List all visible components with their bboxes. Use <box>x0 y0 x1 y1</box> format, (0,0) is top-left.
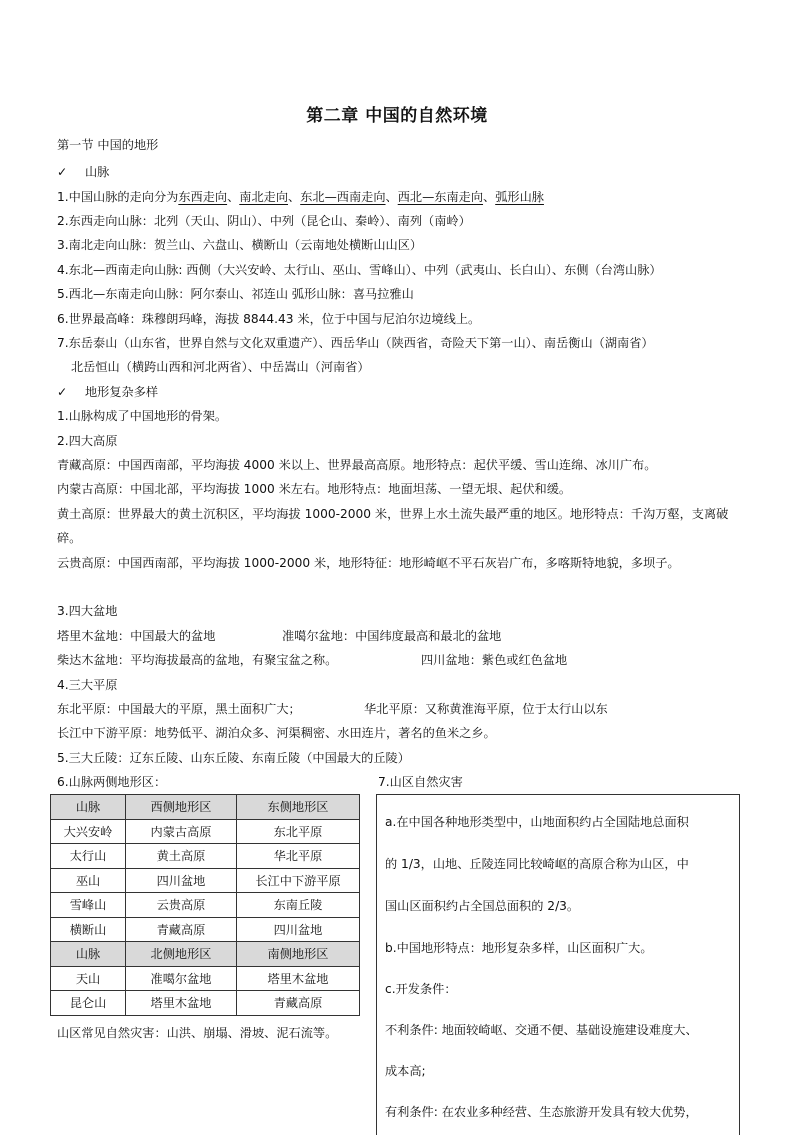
box-line-a2: 的 1/3，山地、丘陵连同比较崎岖的高原合称为山区，中 <box>385 857 689 871</box>
table-header-row: 山脉 西侧地形区 东侧地形区 <box>51 795 360 820</box>
table-row: 巫山 四川盆地 长江中下游平原 <box>51 868 360 893</box>
plateau-yungui: 云贵高原：中国西南部，平均海拔 1000-2000 米，地形特征：地形崎岖不平石灰岩广布，多喀斯特地貌，多坝子。 <box>57 556 680 570</box>
mountain-line-1: 1.中国山脉的走向分为东西走向、南北走向、东北—西南走向、西北—东南走向、弧形山脉 <box>57 190 544 204</box>
subheading-terrain: ✓ 地形复杂多样 <box>57 385 159 399</box>
hills-line: 5.三大丘陵：辽东丘陵、山东丘陵、东南丘陵（中国最大的丘陵） <box>57 751 410 765</box>
basin-zhungeer: 准噶尔盆地：中国纬度最高和最北的盆地 <box>282 629 502 643</box>
terrain-line-1: 1.山脉构成了中国地形的骨架。 <box>57 409 228 423</box>
plain-huabei: 华北平原：又称黄淮海平原，位于太行山以东 <box>364 702 608 716</box>
basins-heading: 3.四大盆地 <box>57 604 118 618</box>
disasters-line: 山区常见自然灾害：山洪、崩塌、滑坡、泥石流等。 <box>57 1026 338 1040</box>
plain-changjiang: 长江中下游平原：地势低平、湖泊众多、河渠稠密、水田连片，著名的鱼米之乡。 <box>57 726 496 740</box>
box-line-b: b.中国地形特点：地形复杂多样，山区面积广大。 <box>385 941 653 955</box>
basin-sichuan: 四川盆地：紫色或红色盆地 <box>421 653 568 667</box>
box-line-a1: a.在中国各种地形类型中，山地面积约占全国陆地总面积 <box>385 815 689 829</box>
plateau-huangtu: 黄土高原：世界最大的黄土沉积区，平均海拔 1000-2000 米，世界上水土流失最严重的地区。地形特点：千沟万壑，支离破碎。 <box>57 507 729 545</box>
plateau-neimenggu: 内蒙古高原：中国北部，平均海拔 1000 米左右。地形特点：地面坦荡、一望无垠、起伏和缓。 <box>57 482 572 496</box>
check-icon: ✓ <box>57 385 68 399</box>
table-row: 横断山 青藏高原 四川盆地 <box>51 917 360 942</box>
box-caption: 7.山区自然灾害 <box>378 775 463 789</box>
plateaus-heading: 2.四大高原 <box>57 434 118 448</box>
table-row: 天山 准噶尔盆地 塔里木盆地 <box>51 966 360 991</box>
table-header-row: 山脉 北侧地形区 南侧地形区 <box>51 942 360 967</box>
box-line-c: c.开发条件： <box>385 982 457 996</box>
regions-table <box>50 794 360 1016</box>
table-row: 大兴安岭 内蒙古高原 东北平原 <box>51 819 360 844</box>
table-row: 太行山 黄土高原 华北平原 <box>51 844 360 869</box>
table-caption: 6.山脉两侧地形区： <box>57 775 167 789</box>
check-icon: ✓ <box>57 165 68 179</box>
mountain-line-3: 3.南北走向山脉：贺兰山、六盘山、横断山（云南地处横断山山区） <box>57 238 423 252</box>
plateau-qingzang: 青藏高原：中国西南部，平均海拔 4000 米以上、世界最高高原。地形特点：起伏平缓、雪山连绵、冰川广布。 <box>57 458 657 472</box>
section-heading: 第一节 中国的地形 <box>57 138 159 152</box>
box-line-e: 有利条件: 在农业多种经营、生态旅游开发具有较大优势， <box>385 1105 698 1119</box>
mountain-line-7b: 北岳恒山（横跨山西和河北两省）、中岳嵩山（河南省） <box>71 360 370 374</box>
mountain-line-2: 2.东西走向山脉：北列（天山、阴山）、中列（昆仑山、秦岭）、南列（南岭） <box>57 214 471 228</box>
box-line-a3: 国山区面积约占全国总面积的 2/3。 <box>385 899 580 913</box>
subheading-mountains: ✓ 山脉 <box>57 165 110 179</box>
basin-chaidamu: 柴达木盆地：平均海拔最高的盆地，有聚宝盆之称。 <box>57 653 338 667</box>
box-line-d1: 不利条件: 地面较崎岖、交通不便、基础设施建设难度大、 <box>385 1023 698 1037</box>
plains-heading: 4.三大平原 <box>57 678 118 692</box>
table-row: 昆仑山 塔里木盆地 青藏高原 <box>51 991 360 1016</box>
basin-talimu: 塔里木盆地：中国最大的盆地 <box>57 629 216 643</box>
box-line-d2: 成本高; <box>385 1064 426 1078</box>
mountain-line-7a: 7.东岳泰山（山东省，世界自然与文化双重遗产）、西岳华山（陕西省，奇险天下第一山）、南岳衡山（湖南省） <box>57 336 654 350</box>
mountain-line-6: 6.世界最高峰：珠穆朗玛峰，海拔 8844.43 米，位于中国与尼泊尔边境线上。 <box>57 312 481 326</box>
mountain-area-box <box>376 794 740 1135</box>
table-row: 雪峰山 云贵高原 东南丘陵 <box>51 893 360 918</box>
mountain-line-4: 4.东北—西南走向山脉: 西侧（大兴安岭、太行山、巫山、雪峰山）、中列（武夷山、长白山）、东侧（台湾山脉） <box>57 263 662 277</box>
chapter-title: 第二章 中国的自然环境 <box>306 106 488 126</box>
mountain-line-5: 5.西北—东南走向山脉：阿尔泰山、祁连山 弧形山脉：喜马拉雅山 <box>57 287 414 301</box>
plain-dongbei: 东北平原：中国最大的平原，黑土面积广大； <box>57 702 301 716</box>
